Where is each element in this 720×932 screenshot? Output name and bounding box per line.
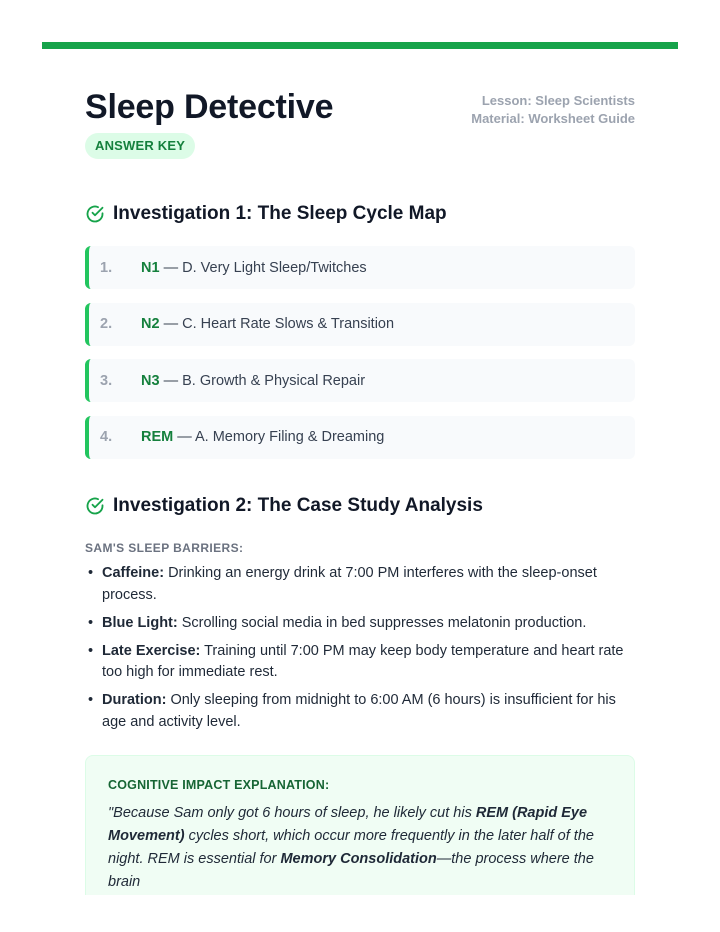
lesson-meta bbox=[471, 92, 635, 128]
callout-term: REM (Rapid Eye Movement) bbox=[108, 805, 588, 844]
bullet-icon: • bbox=[88, 642, 94, 659]
list-item bbox=[85, 359, 635, 402]
item-answer bbox=[141, 316, 394, 332]
bullet-icon: • bbox=[88, 614, 94, 631]
barrier-label: Late Exercise: bbox=[102, 642, 201, 659]
check-circle-icon bbox=[85, 496, 105, 516]
check-circle-icon bbox=[85, 204, 105, 224]
barrier-text: Only sleeping from midnight to 6:00 AM (6 hours) is insufficient for his age and activity level. bbox=[102, 692, 616, 730]
list-item bbox=[85, 303, 635, 346]
barriers-subheading: SAM'S SLEEP BARRIERS: bbox=[85, 541, 244, 555]
item-answer bbox=[141, 373, 365, 389]
list-item bbox=[85, 613, 635, 635]
answer-key-badge: ANSWER KEY bbox=[85, 133, 195, 159]
sleep-barriers-list bbox=[85, 563, 635, 740]
page-title: Sleep Detective bbox=[85, 88, 334, 126]
callout-body bbox=[108, 802, 612, 894]
stage-description: — D. Very Light Sleep/Twitches bbox=[159, 259, 367, 276]
page-header bbox=[85, 88, 635, 168]
callout-term: Memory Consolidation bbox=[280, 851, 437, 867]
investigation-2-title: Investigation 2: The Case Study Analysis bbox=[113, 495, 483, 516]
callout-text: "Because Sam only got 6 hours of sleep, he likely cut his bbox=[108, 805, 476, 821]
list-item bbox=[85, 246, 635, 289]
stage-name: N2 bbox=[141, 316, 160, 332]
callout-title: COGNITIVE IMPACT EXPLANATION: bbox=[108, 778, 330, 792]
item-answer bbox=[141, 260, 367, 276]
bullet-icon: • bbox=[88, 565, 94, 581]
barrier-label: Duration: bbox=[102, 692, 167, 708]
item-number: 4. bbox=[100, 429, 113, 445]
stage-description: — B. Growth & Physical Repair bbox=[159, 372, 366, 389]
investigation-1-title: Investigation 1: The Sleep Cycle Map bbox=[113, 203, 447, 224]
barrier-label: Caffeine: bbox=[102, 565, 165, 581]
cognitive-impact-callout bbox=[85, 755, 635, 895]
sleep-cycle-map-list bbox=[85, 246, 635, 472]
item-number: 3. bbox=[100, 372, 113, 389]
barrier-text: Training until 7:00 PM may keep body temperature and heart rate too high for immediate rest. bbox=[102, 642, 624, 680]
callout-text: cycles short, which occur more frequently in the later half of the night. REM is essential for bbox=[108, 828, 594, 867]
stage-name: N3 bbox=[141, 372, 160, 389]
list-item bbox=[85, 641, 635, 684]
barrier-label: Blue Light: bbox=[102, 614, 178, 631]
item-number: 1. bbox=[100, 259, 113, 276]
callout-text: —the process where the brain bbox=[108, 851, 594, 890]
list-item bbox=[85, 563, 635, 606]
lesson-label: Lesson: Sleep Scientists bbox=[481, 93, 635, 108]
barrier-text: Drinking an energy drink at 7:00 PM interferes with the sleep-onset process. bbox=[102, 565, 597, 603]
stage-name: N1 bbox=[141, 259, 160, 276]
bullet-icon: • bbox=[88, 692, 94, 708]
barrier-text: Scrolling social media in bed suppresses melatonin production. bbox=[177, 614, 587, 631]
material-label: Material: Worksheet Guide bbox=[471, 111, 635, 126]
item-number: 2. bbox=[100, 316, 113, 332]
stage-description: — C. Heart Rate Slows & Transition bbox=[159, 316, 395, 332]
investigation-1-heading bbox=[85, 201, 447, 227]
stage-description: — A. Memory Filing & Dreaming bbox=[173, 429, 385, 445]
accent-top-bar bbox=[42, 42, 678, 49]
investigation-2-heading bbox=[85, 493, 483, 519]
list-item bbox=[85, 690, 635, 733]
list-item bbox=[85, 416, 635, 459]
stage-name: REM bbox=[141, 429, 174, 445]
item-answer bbox=[141, 429, 384, 445]
